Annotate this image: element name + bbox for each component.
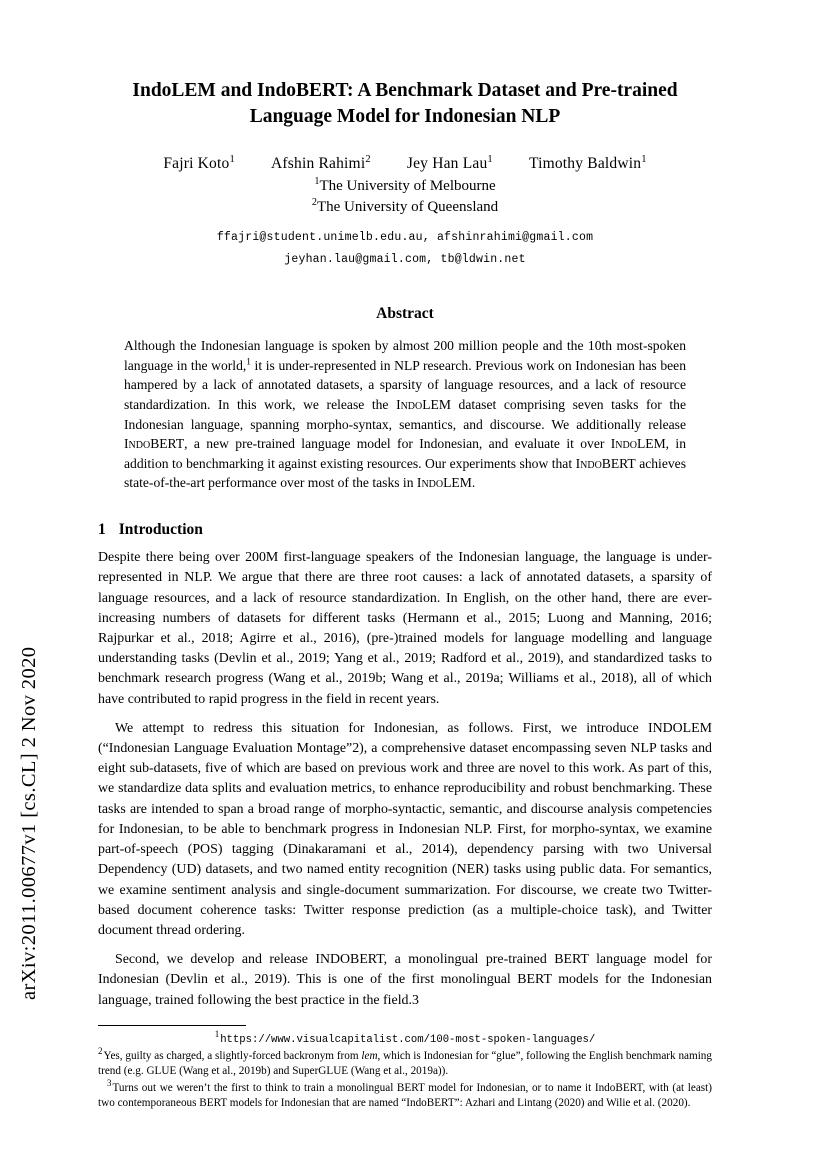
author-2: Jey Han Lau$^1$: [406, 154, 493, 173]
affiliation-0: $^1$The University of Melbourne: [314, 176, 496, 195]
affiliation-1: $^2$The University of Queensland: [311, 196, 499, 215]
arxiv-stamp: arXiv:2011.00677v1 [cs.CL] 2 Nov 2020: [18, 646, 40, 1000]
footnote-1: $^1$https://www.visualcapitalist.com/100-most-spoken-languages/: [214, 1029, 596, 1046]
author-0: Fajri Koto$^1$: [163, 154, 235, 173]
paragraph-2: Second, we develop and release INDOBERT, a monolingual pre-trained BERT language model for Indonesian (Devlin et al., 2019). This is one of the first monolingual BERT models for the Indonesian language, trained following the best practice in the field.3: [98, 952, 712, 1008]
footnote-3: $^3$Turns out we weren’t the first to think to train a monolingual BERT model for Indonesian, or to name it IndoBERT, with (at least) two contemporaneous BERT models for Indonesian that are named “IndoBERT”: Azhari and Lintang (2020) and Wilie et al. (2020).: [98, 1078, 712, 1110]
footnote-2: $^2$Yes, guilty as charged, a slightly-forced backronym from lem, which is Indonesian for “glue”, following the English benchmark naming trend (e.g. GLUE (Wang et al., 2019b) and SuperGLUE (Wang et al., 2019a)).: [98, 1046, 712, 1078]
abstract-text: Although the Indonesian language is spoken by almost 200 million people and the 10th most-spoken language in the world,$^1$ it is under-represented in NLP research. Previous work on Indonesian has been hampered by a lack of annotated datasets, a sparsity of language resources, and a lack of resource standardization. In this work, we release the IndoLEM dataset comprising seven tasks for the Indonesian language, spanning morpho-syntax, semantics, and discourse. We additionally release IndoBERT, a new pre-trained language model for Indonesian, and evaluate it over IndoLEM, in addition to benchmarking it against existing resources. Our experiments show that IndoBERT achieves state-of-the-art performance over most of the tasks in IndoLEM.: [124, 337, 686, 491]
author-0-affil-mark: 1: [229, 154, 235, 166]
paragraph-0: Despite there being over 200M first-language speakers of the Indonesian language, the language is under-represented in NLP. We argue that there are three root causes: a lack of annotated datasets, a sparsity of language resources, and a lack of resource standardization. In English, on the other hand, there are ever-increasing numbers of datasets for different tasks (Hermann et al., 2015; Luong and Manning, 2016; Rajpurkar et al., 2018; Agirre et al., 2016), (pre-)trained models for language modelling and language understanding tasks (Devlin et al., 2019; Yang et al., 2019; Radford et al., 2019), and standardized tasks to benchmark research progress (Wang et al., 2019b; Wang et al., 2019a; Williams et al., 2018), all of which have contributed to rapid progress in the field in recent years.: [98, 550, 712, 707]
email-list: [98, 227, 712, 271]
email-line-0: ffajri@student.unimelb.edu.au, afshinrahimi@gmail.com: [216, 231, 594, 245]
footnote-list: [98, 1029, 712, 1111]
abstract-heading: Abstract: [376, 304, 434, 322]
author-1: Afshin Rahimi$^2$: [271, 154, 371, 173]
author-3: Timothy Baldwin$^1$: [528, 154, 647, 173]
paper-content: [98, 78, 712, 1111]
section-heading-introduction: [98, 521, 712, 539]
email-line-1: jeyhan.lau@gmail.com, tb@ldwin.net: [284, 253, 526, 267]
abstract-footnote-ref-1[interactable]: 1: [246, 356, 251, 367]
footnote-1-url[interactable]: https://www.visualcapitalist.com/100-most-spoken-languages/: [220, 1033, 596, 1046]
footnote-divider: [98, 1025, 246, 1026]
author-3-affil-mark: 1: [641, 154, 647, 166]
author-2-affil-mark: 1: [487, 154, 493, 166]
affiliation-list: [98, 176, 712, 217]
section-number: 1: [98, 521, 106, 539]
page-title: IndoLEM and IndoBERT: A Benchmark Dataset and Pre-trained Language Model for Indonesian NLP: [132, 80, 678, 127]
author-list: [98, 155, 712, 173]
section-title: Introduction: [118, 521, 203, 539]
author-1-affil-mark: 2: [365, 154, 371, 166]
paragraph-1: We attempt to redress this situation for Indonesian, as follows. First, we introduce INDOLEM (“Indonesian Language Evaluation Montage”2), a comprehensive dataset encompassing seven NLP tasks and eight sub-datasets, five of which are based on previous work and three are novel to this work. As part of this, we standardize data splits and evaluation metrics, to enhance reproducibility and robust benchmarking. These tasks are intended to span a broad range of morpho-syntactic, semantic, and discourse analysis competencies for Indonesian, to be able to benchmark progress in Indonesian NLP. First, for morpho-syntax, we examine part-of-speech (POS) tagging (Dinakaramani et al., 2014), dependency parsing with two Universal Dependency (UD) datasets, and two named entity recognition (NER) tasks using public data. For semantics, we examine sentiment analysis and single-document summarization. For discourse, we create two Twitter-based document coherence tasks: Twitter response prediction (as a multiple-choice task), and Twitter document thread ordering.: [98, 720, 712, 938]
